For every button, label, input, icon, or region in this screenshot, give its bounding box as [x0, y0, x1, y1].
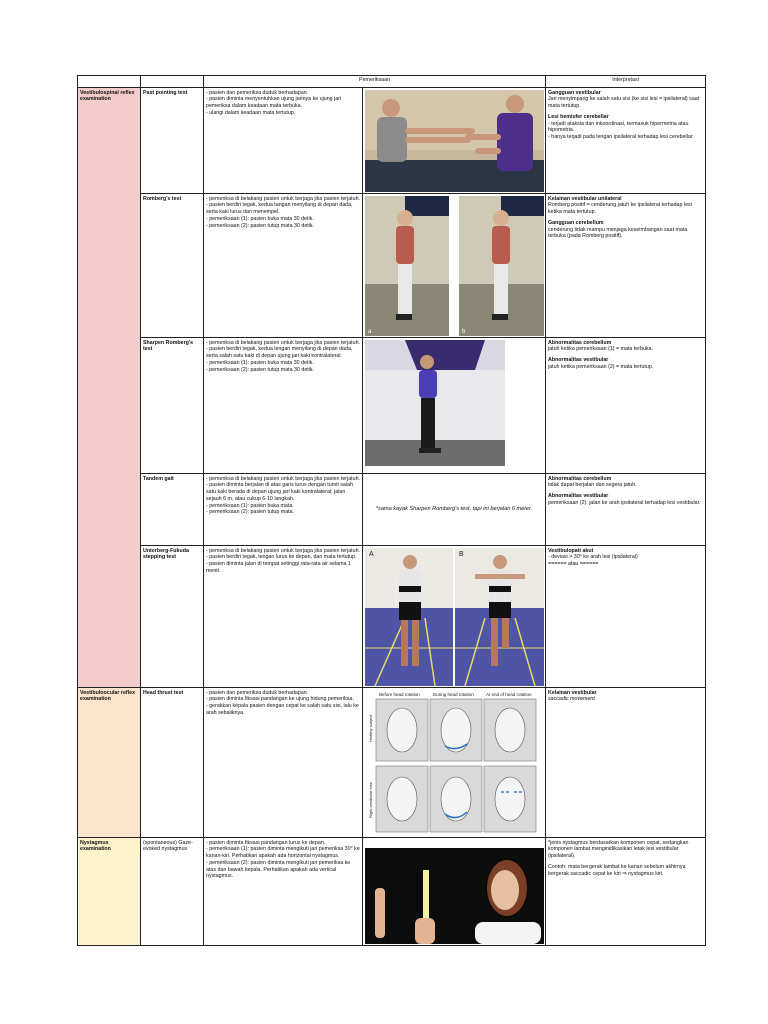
exam-table [77, 75, 706, 946]
header-empty-1 [78, 76, 141, 88]
test-name: Tandem gait [141, 474, 204, 546]
interp-line: cenderung tidak mampu menjaga keseimbangan saat mata terbuka (pada Romberg positif). [548, 226, 688, 240]
photo-cell [363, 194, 546, 338]
step-line: - pemeriksa di belakang pasien untuk berjaga jika pasien terjatuh. [206, 339, 360, 346]
step-line: - pasien berdiri tegak, kedua tangan menyilang di depan dada, serta kaki lurus dan menempel. [206, 202, 353, 216]
interpretation [546, 194, 706, 338]
fukuda-photo [365, 548, 544, 686]
test-steps [204, 338, 363, 474]
step-line: - pemeriksaan (1): pasien buka mata 30 detik. [206, 359, 314, 366]
header-interpretation: Interpretasi [546, 76, 706, 88]
interp-line: saccadic movement [548, 696, 595, 703]
photo-cell [363, 338, 546, 474]
test-steps [204, 194, 363, 338]
test-steps [204, 688, 363, 838]
interpretation [546, 88, 706, 194]
test-steps [204, 88, 363, 194]
romberg-photo-b [459, 196, 544, 336]
interpretation [546, 838, 706, 946]
test-steps [204, 474, 363, 546]
interpretation [546, 688, 706, 838]
ht-label-before: Before head rotation [379, 692, 420, 697]
photo-label-B: B [459, 551, 464, 558]
step-line: - pasien dan pemeriksa duduk berhadapan. [206, 89, 309, 96]
romberg-photo-a [365, 196, 449, 336]
step-line: - pemeriksa di belakang pasien untuk berjaga jika pasien terjatuh. [206, 547, 360, 554]
step-line: - pasien diminta berjalan di atas garis lurus dengan tumit salah satu kaki berada di depan ujung jari kaki kontralateral; jalan sejauh 6 m, atau cukup 6-10 langkah. [206, 482, 353, 502]
interp-heading: Gangguan cerebellum [548, 219, 604, 226]
step-line: - pasien berdiri tegak, kedua lengan menyilang di depan dada, serta salah satu kaki di depan ujung jari kaki kontralateral. [206, 346, 353, 360]
ht-label-during: During head rotation [433, 692, 474, 697]
photo-cell [363, 88, 546, 194]
test-name: (spontaneous) Gaze-evoked nystagmus [141, 838, 204, 946]
photo-label-A: A [369, 551, 374, 558]
step-line: - pasien berdiri tegak, lengan lurus ke depan, dan mata tertutup. [206, 554, 357, 561]
step-line: - pasien diminta menyentuhkan ujung jarinya ke ujung jari pemeriksa dalam keadaan mata terbuka. [206, 96, 342, 110]
step-line: - pemeriksaan (2): pasien diminta mengikuti jari pemeriksa ke atas dan bawah kepala. Perhatikan apakah ada vertical nystagmus. [206, 859, 351, 880]
ht-label-loss: Right vestibular loss [368, 782, 373, 818]
interp-line: pemeriksaan (2): jalan ke arah ipsilateral terhadap lesi vestibular. [548, 499, 701, 506]
photo-label-b: b [462, 329, 466, 335]
interp-line: - hanya terjadi pada lengan ipsilateral terhadap lesi cerebellar. [548, 134, 694, 141]
interp-heading: Gangguan vestibular [548, 89, 601, 96]
photo-cell [363, 688, 546, 838]
step-line: - pasien diminta jalan di tempat setinggi rata-rata air selama 1 menit. [206, 561, 351, 574]
step-line: - gerakkan kepala pasien dengan cepat ke salah satu sisi, lalu ke arah sebaliknya. [206, 703, 359, 716]
step-line: - pemeriksaan (2): pasien tutup mata 30 detik. [206, 366, 315, 373]
category-nystagmus: Nystagmus examination [78, 838, 141, 946]
interp-line: ====== atau ====== [548, 561, 599, 568]
interp-line: *jenis nystagmus berdasarkan komponen cepat, sedangkan komponen lambat menginidikasikan letak lesi vestibular (ipsilateral). [548, 839, 689, 860]
past-pointing-photo [365, 90, 544, 192]
header-examination: Pemeriksaan [204, 76, 546, 88]
test-name: Unterberg-Fukuda stepping test [141, 546, 204, 688]
interp-line: jatuh ketika pemeriksaan (2) = mata tertutup. [548, 363, 654, 370]
tandem-note: *sama kayak Sharpen Romberg's test, tapi ini berjalan 6 meter. [375, 506, 533, 512]
ht-label-end: At end of head rotation [486, 692, 532, 697]
interp-line: tidak dapat berjalan dan segera jatuh. [548, 482, 637, 489]
interp-heading: Abnormalitas vestibular [548, 357, 609, 364]
interp-line: Romberg positif = cenderung jatuh ke ipsilateral terhadap lesi ketika mata tertutup. [548, 202, 692, 216]
interp-line: Contoh: mata bergerak lambat ke kanan sebelum akhirnya bergerak saccadic cepat ke kiri ⇒ nystagmus kiri. [548, 863, 686, 877]
step-line: - pemeriksa di belakang pasien untuk berjaga jika pasien terjatuh. [206, 475, 360, 482]
nystagmus-photo [365, 848, 544, 944]
interp-heading: Abnormalitas vestibular [548, 493, 609, 500]
interp-heading: Abnormalitas cerebellum [548, 475, 612, 482]
interp-line: - terjadi ataksia dan inkoordinasi, termasuk hipermetria atau hipometria. [548, 120, 689, 134]
ht-label-healthy: Healthy subject [368, 714, 373, 742]
step-line: - pasien diminta fiksasi pandangan lurus ke depan. [206, 839, 326, 846]
interp-line: jatuh ketika pemeriksaan (1) = mata terbuka. [548, 346, 653, 353]
step-line: - pemeriksaan (1): pasien diminta mengikuti jari pemeriksa 30° ke kanan-kiri. Perhatikan apakah ada horizontal nystagmus. [206, 846, 360, 860]
step-line: - pemeriksaan (1): pasien buka mata. [206, 502, 294, 509]
step-line: - pemeriksa di belakang pasien untuk berjaga jika pasien terjatuh. [206, 195, 360, 202]
step-line: - pemeriksaan (1): pasien buka mata 30 detik. [206, 215, 314, 222]
interp-line: Jari menyimpang ke salah satu sisi (ke sisi lesi = ipsilateral) saat mata tertutup. [548, 96, 700, 110]
sharpen-romberg-photo [365, 340, 505, 466]
interp-heading: Abnormalitas cerebellum [548, 339, 612, 346]
step-line: - pasien diminta fiksasi pandangan ke ujung hidung pemeriksa. [206, 696, 354, 703]
head-thrust-photo [365, 690, 544, 836]
interpretation [546, 474, 706, 546]
interpretation [546, 546, 706, 688]
step-line: - pasien dan pemeriksa duduk berhadapan. [206, 689, 309, 696]
header-empty-2 [141, 76, 204, 88]
step-line: - ulangi dalam keadaan mata tertutup. [206, 109, 296, 116]
test-name: Sharpen Romberg's test [141, 338, 204, 474]
test-name: Romberg's test [141, 194, 204, 338]
interpretation [546, 338, 706, 474]
photo-label-a: a [368, 329, 372, 335]
test-steps [204, 838, 363, 946]
photo-cell [363, 838, 546, 946]
interp-line: - deviasi > 30° ke arah lesi (ipsilateral) [548, 554, 638, 561]
category-vestibulospinal: Vestibulospinal reflex examination [78, 88, 141, 688]
interp-heading: Lesi hemisfer cerebellar [548, 113, 609, 120]
category-vestibuloocular: Vestibuloocular reflex examination [78, 688, 141, 838]
interp-heading: Kelainan vestibular [548, 689, 597, 696]
test-name: Head thrust test [141, 688, 204, 838]
step-line: - pemeriksaan (2): pasien tutup mata 30 detik. [206, 222, 315, 229]
interp-heading: Kelainan vestibular unilateral [548, 195, 622, 202]
note-cell [363, 474, 546, 546]
step-line: - pemeriksaan (2): pasien tutup mata. [206, 509, 295, 516]
test-name: Past pointing test [141, 88, 204, 194]
interp-heading: Vestibulopati akut [548, 547, 594, 554]
photo-cell [363, 546, 546, 688]
test-steps [204, 546, 363, 688]
